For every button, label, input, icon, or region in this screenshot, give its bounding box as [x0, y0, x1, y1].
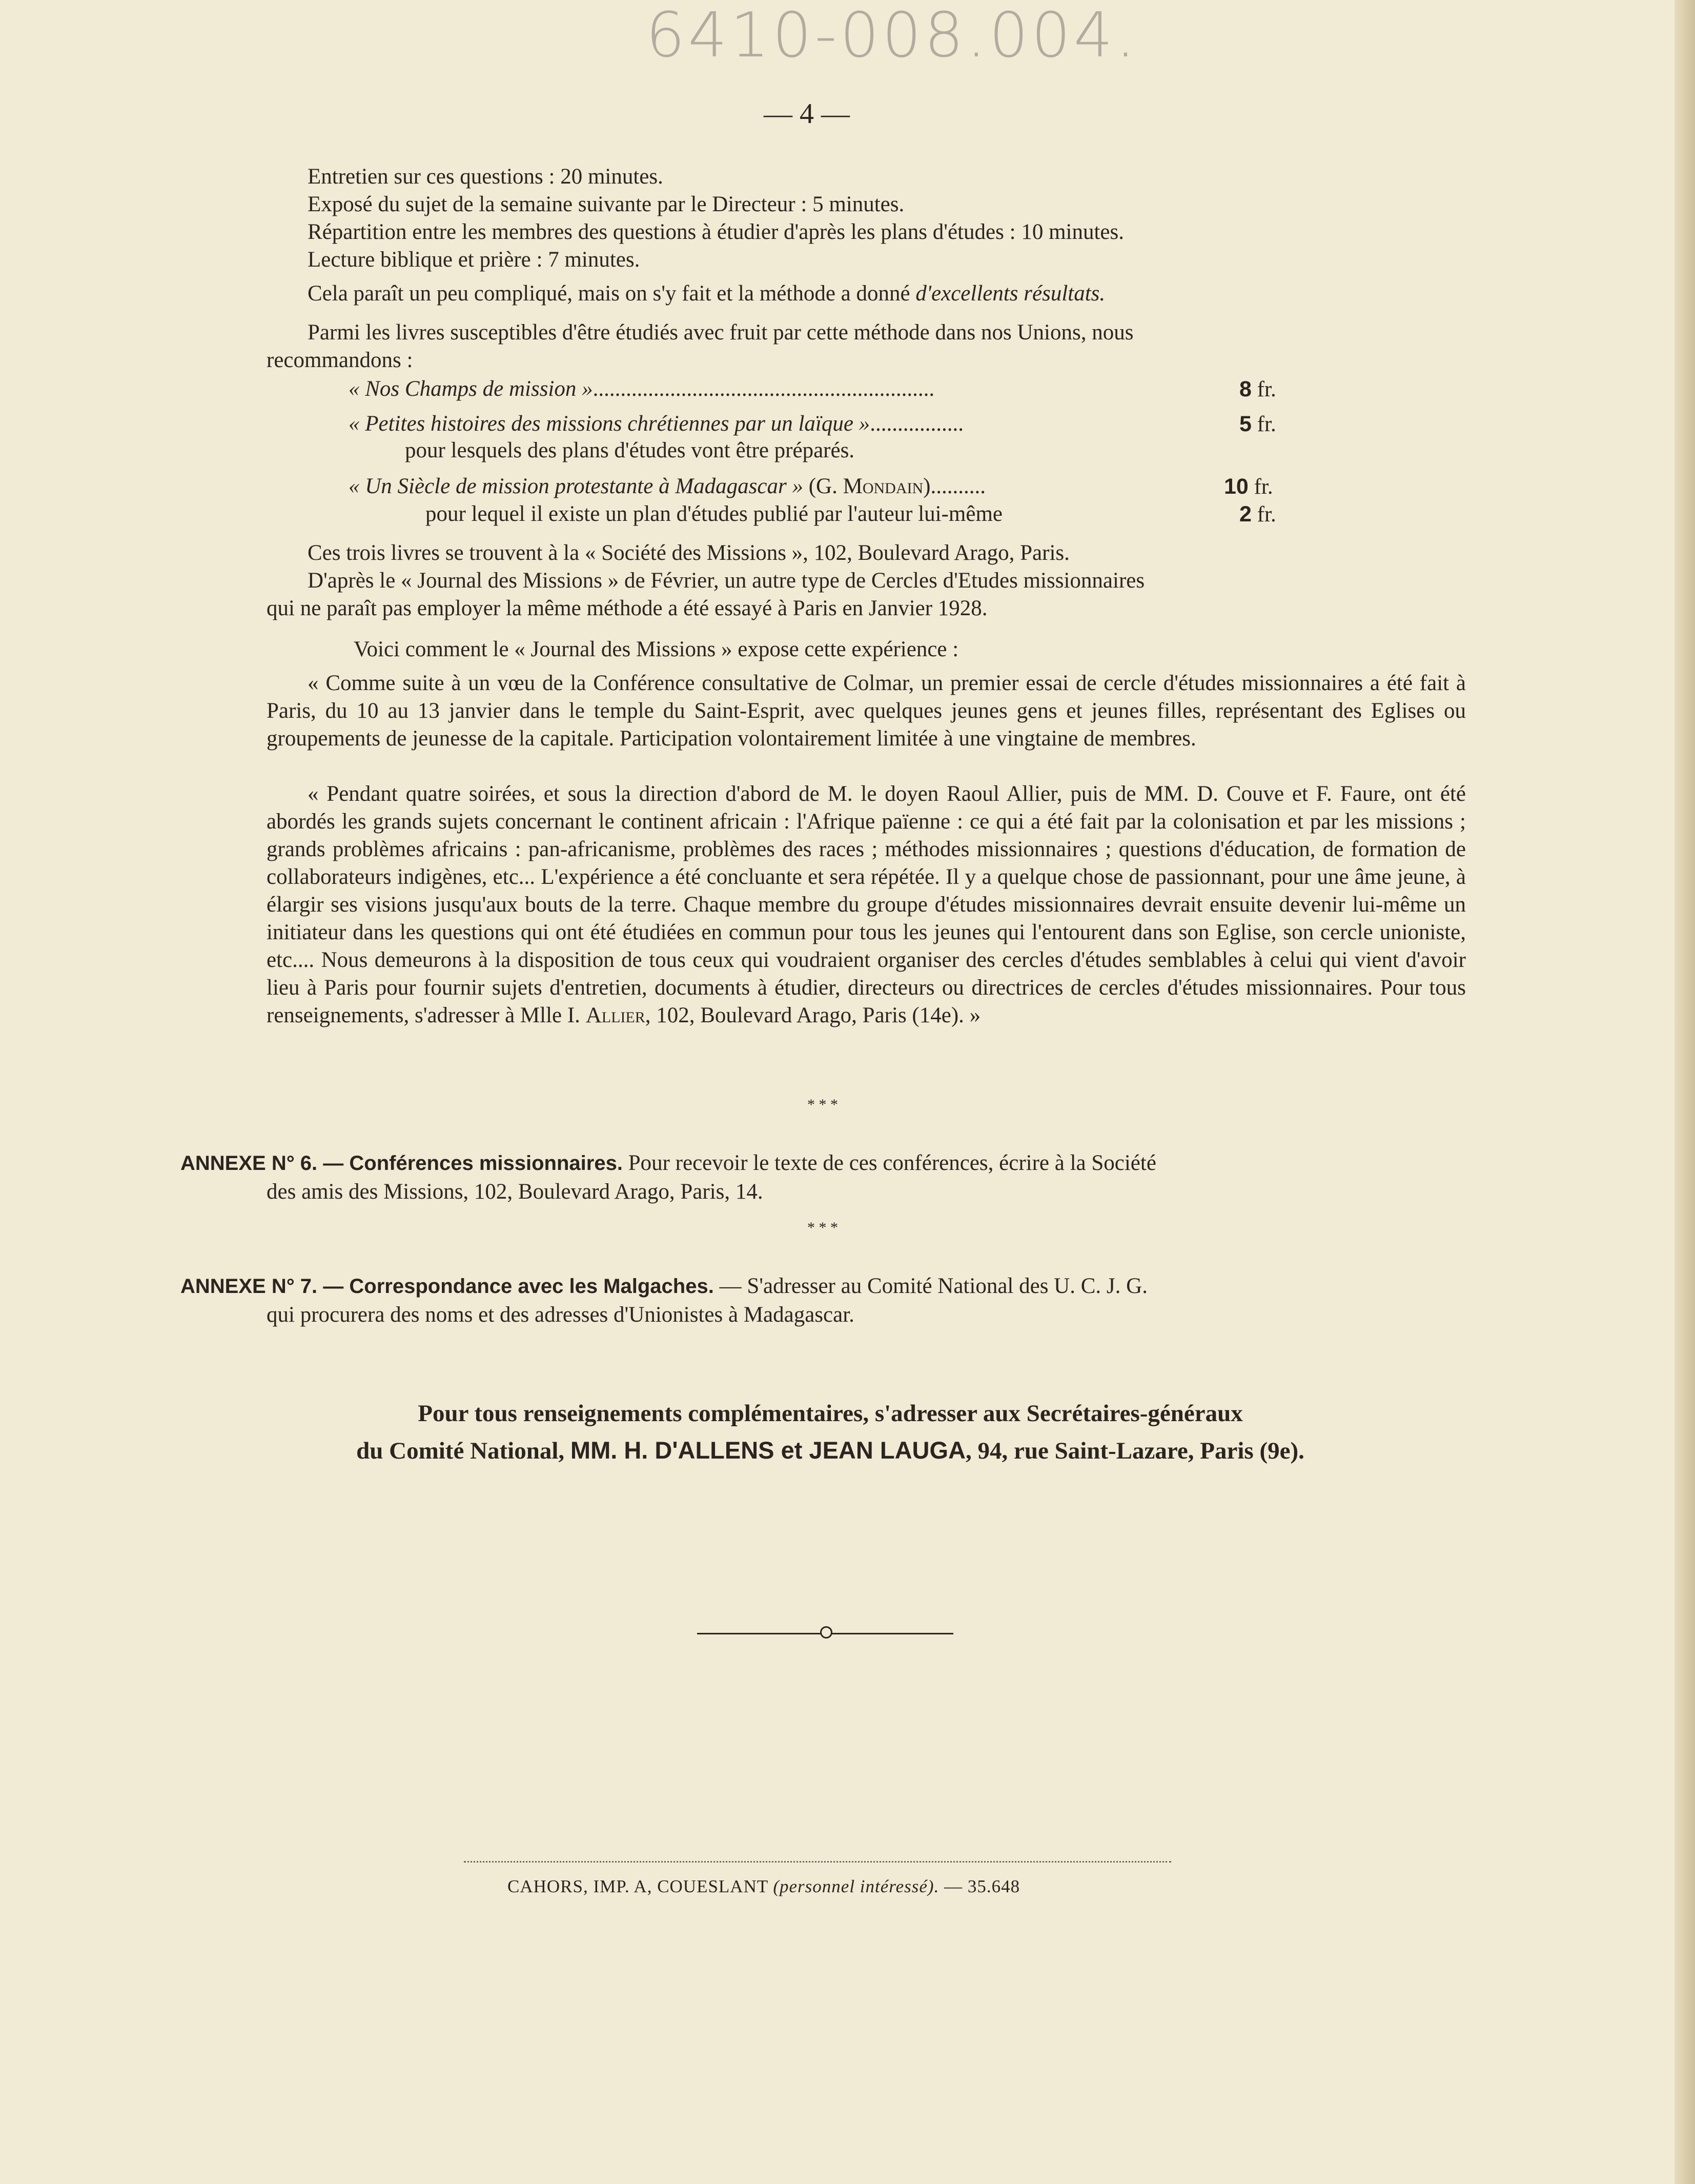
- book-note: pour lequel il existe un plan d'études publié par l'auteur lui-même: [425, 502, 1003, 526]
- book-price: [1239, 410, 1276, 438]
- contact-prefix: du Comité National,: [356, 1438, 570, 1464]
- archive-handwritten-note: 6410-008.004.: [646, 0, 1139, 71]
- contact-line: Pour tous renseignements complémentaires, s'adresser aux Secrétaires-généraux: [418, 1400, 1243, 1427]
- contact-address: , 94, rue Saint-Lazare, Paris (9e).: [965, 1438, 1304, 1464]
- paragraph-voici: Voici comment le « Journal des Missions » expose cette expérience :: [354, 637, 959, 661]
- price-value: 10: [1224, 474, 1249, 499]
- printer-rule: [464, 1861, 1171, 1863]
- schedule-line: Répartition entre les membres des questions à étudier d'après les plans d'études : 10 minutes.: [308, 220, 1124, 244]
- price-unit: fr.: [1257, 502, 1276, 527]
- annexe-7: [180, 1272, 1148, 1300]
- annexe-label: ANNEXE N° 7. — Correspondance avec les Malgaches.: [180, 1275, 714, 1298]
- paragraph-journal: D'après le « Journal des Missions » de Février, un autre type de Cercles d'Etudes missionnaires: [308, 569, 1145, 593]
- price-unit: fr.: [1254, 475, 1273, 499]
- quote-end: , 102, Boulevard Arago, Paris (14e). »: [645, 1003, 981, 1027]
- price-unit: fr.: [1257, 377, 1276, 401]
- schedule-line: Entretien sur ces questions : 20 minutes.: [308, 165, 663, 189]
- quote-paragraph: « Comme suite à un vœu de la Conférence consultative de Colmar, un premier essai de cercle d'études missionnaires a été fait à Paris, du 10 au 13 janvier dans le temple du Saint-Esprit, avec quelques jeunes gens et jeunes filles, représentant des Eglises ou groupements de jeunesse de la capitale. Participation volontairement limitée à une vingtaine de membres.: [267, 671, 1466, 751]
- page-number: — 4 —: [764, 98, 850, 130]
- leader-dots: ..............................................................: [593, 377, 935, 401]
- printer-name: CAHORS, IMP. A, COUESLANT: [507, 1876, 773, 1896]
- paragraph-societe: Ces trois livres se trouvent à la « Société des Missions », 102, Boulevard Arago, Paris.: [308, 541, 1070, 565]
- author-suffix: ): [923, 474, 931, 498]
- method-remark: [308, 280, 1105, 308]
- asterism-separator: * * *: [807, 1096, 838, 1113]
- leader-dots: .................: [870, 412, 964, 436]
- quote-paragraph: [267, 780, 1466, 1029]
- book-author: Mondain: [843, 474, 924, 498]
- books-intro-line: Parmi les livres susceptibles d'être étudiés avec fruit par cette méthode dans nos Unions, nous: [308, 320, 1134, 345]
- book-title: « Petites histoires des missions chrétiennes par un laïque »: [349, 412, 870, 436]
- annexe-text-cont: qui procurera des noms et des adresses d'Unionistes à Madagascar.: [267, 1303, 854, 1327]
- book-price: [1224, 473, 1273, 501]
- annexe-text: — S'adresser au Comité National des U. C. J. G.: [713, 1274, 1148, 1298]
- price-value: 5: [1239, 412, 1252, 436]
- paragraph-journal: qui ne paraît pas employer la même méthode a été essayé à Paris en Janvier 1928.: [267, 596, 988, 620]
- book-title: « Nos Champs de mission »: [349, 377, 593, 401]
- book-note: pour lesquels des plans d'études vont être préparés.: [405, 438, 855, 462]
- annexe-text: Pour recevoir le texte de ces conférences, écrire à la Société: [622, 1151, 1156, 1175]
- author-prefix: (G.: [803, 474, 843, 498]
- contact-line: [174, 1434, 1486, 1467]
- book-entry: [349, 375, 934, 403]
- annexe-6: [180, 1149, 1156, 1177]
- printer-italic: (personnel intéressé).: [773, 1876, 940, 1896]
- book-entry: [349, 410, 964, 438]
- price-unit: fr.: [1257, 412, 1276, 436]
- method-remark-text: Cela paraît un peu compliqué, mais on s'y fait et la méthode a donné: [308, 281, 916, 306]
- book-note-price: [1239, 500, 1276, 529]
- books-intro-line: recommandons :: [267, 348, 413, 372]
- price-value: 8: [1239, 377, 1252, 401]
- schedule-line: Exposé du sujet de la semaine suivante par le Directeur : 5 minutes.: [308, 192, 905, 216]
- book-price: [1239, 375, 1276, 403]
- contact-names: MM. H. D'ALLENS et JEAN LAUGA: [570, 1437, 966, 1464]
- price-value: 2: [1239, 502, 1252, 527]
- book-title: « Un Siècle de mission protestante à Madagascar »: [349, 474, 803, 498]
- quote-name: Allier: [585, 1003, 645, 1027]
- method-remark-italic: d'excellents résultats.: [915, 281, 1106, 306]
- annexe-text-cont: des amis des Missions, 102, Boulevard Arago, Paris, 14.: [267, 1180, 763, 1204]
- book-entry: [349, 473, 986, 500]
- page-edge: [1674, 0, 1695, 2184]
- printer-imprint: [507, 1876, 1020, 1897]
- divider-ornament: [820, 1626, 832, 1639]
- annexe-label: ANNEXE N° 6. — Conférences missionnaires.: [180, 1152, 623, 1175]
- quote-text: « Pendant quatre soirées, et sous la direction d'abord de M. le doyen Raoul Allier, puis de MM. D. Couve et F. Faure, ont été abordés les grands sujets concernant le continent africain : l'Afrique païenne : ce qui a été fait par la colonisation et par les missions ; grands problèmes africains : pan-africanisme, problèmes des races ; méthodes missionnaires ; questions d'éducation, de formation de collaborateurs indigènes, etc... L'expérience a été concluante et sera répétée. Il y a quelque chose de passionnant, pour une âme jeune, à élargir ses visions jusqu'aux bouts de la terre. Chaque membre du groupe d'études missionnaires devrait ensuite devenir lui-même un initiateur dans les questions qui ont été étudiées en commun pour tous les jeunes qui l'entourent dans son Eglise, son cercle unioniste, etc.... Nous demeurons à la disposition de tous ceux qui voudraient organiser des cercles d'études semblables à celui qui vient d'avoir lieu à Paris pour fournir sujets d'entretien, documents à étudier, directeurs ou directrices de cercles d'études missionnaires. Pour tous renseignements, s'adresser à Mlle I.: [267, 782, 1466, 1027]
- leader-dots: ..........: [930, 474, 986, 498]
- printer-number: — 35.648: [939, 1876, 1020, 1896]
- asterism-separator: * * *: [807, 1219, 838, 1236]
- schedule-line: Lecture biblique et prière : 7 minutes.: [308, 248, 640, 272]
